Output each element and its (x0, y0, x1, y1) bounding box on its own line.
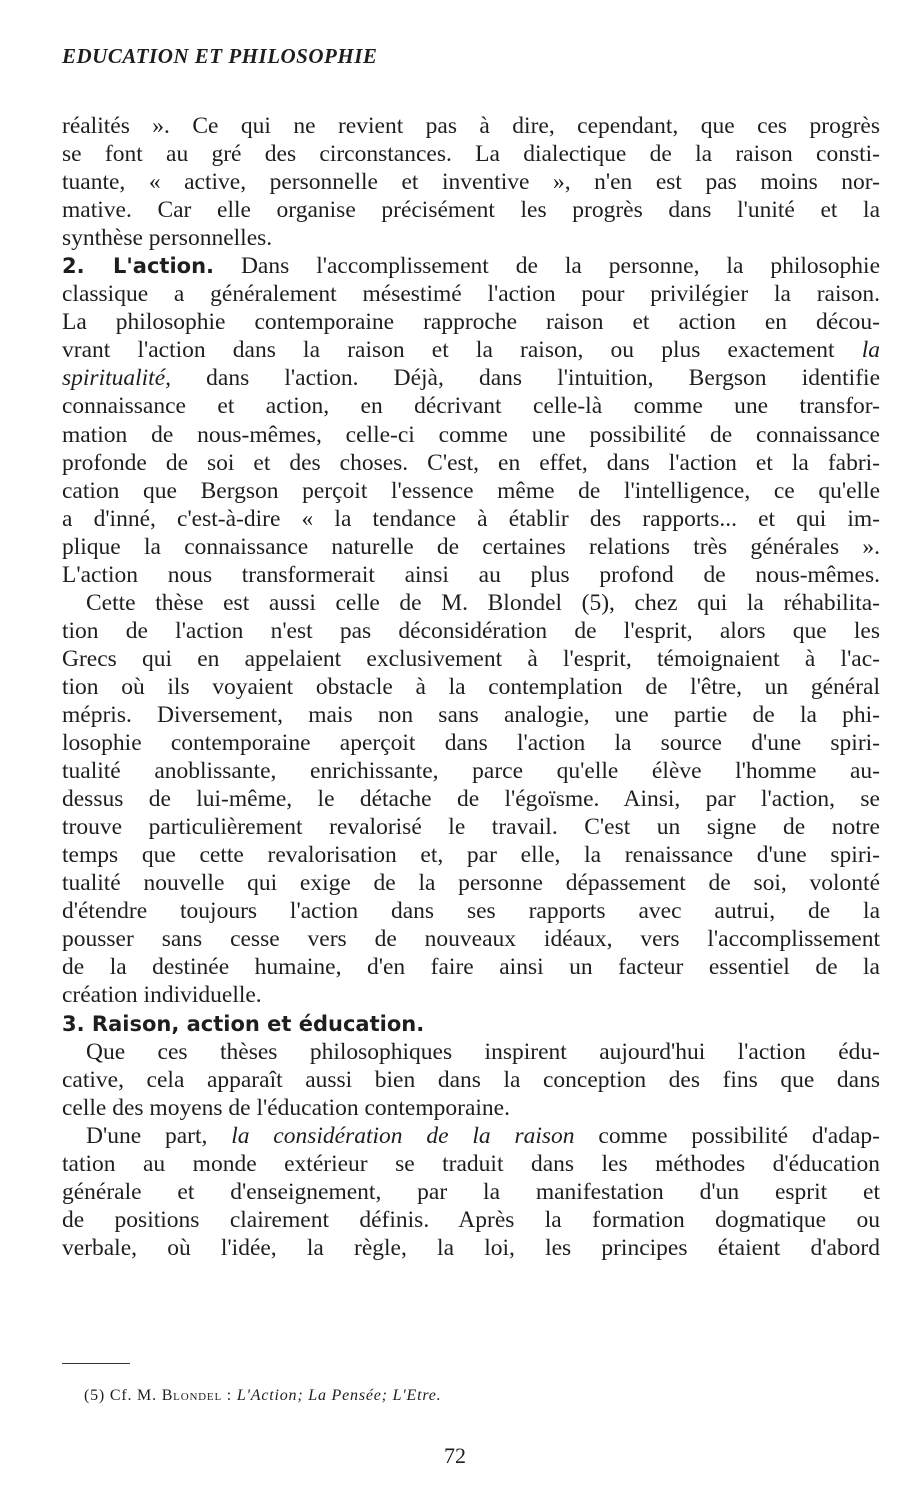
text-segment: classique a généralement mésestimé l'action pour privilégier la raison. (62, 281, 880, 308)
text-line (62, 336, 880, 364)
text-line (62, 1150, 880, 1178)
text-segment: temps que cette revalorisation et, par elle, la renaissance d'une spiri- (62, 842, 880, 869)
text-segment: tion de l'action n'est pas déconsidération de l'esprit, alors que les (62, 617, 880, 644)
text-line (62, 168, 880, 196)
text-line (62, 392, 880, 420)
text-line (62, 1038, 880, 1066)
text-segment: cative, cela apparaît aussi bien dans la conception des fins que dans (62, 1066, 880, 1093)
text-line (62, 112, 880, 140)
text-segment: réalités ». Ce qui ne revient pas à dire, cependant, que ces progrès (62, 113, 880, 139)
text-segment: Grecs qui en appelaient exclusivement à l'esprit, témoignaient à l'ac- (62, 645, 880, 672)
footnote-works: L'Action; La Pensée; L'Etre. (236, 1387, 442, 1404)
text-segment: connaissance et action, en décrivant celle-là comme une transfor- (62, 393, 880, 420)
text-line (62, 1094, 880, 1122)
text-line (62, 589, 880, 617)
text-segment: plique la connaissance naturelle de certaines relations très générales ». (62, 533, 880, 560)
text-line (62, 1234, 880, 1262)
running-header: EDUCATION ET PHILOSOPHIE (62, 44, 378, 68)
text-line (62, 813, 880, 841)
text-segment: de positions clairement définis. Après la formation dogmatique ou (62, 1206, 880, 1233)
text-line (62, 785, 880, 813)
text-segment: d'étendre toujours l'action dans ses rapports avec autrui, de la (62, 898, 880, 925)
text-segment: pousser sans cesse vers de nouveaux idéaux, vers l'accomplissement (62, 926, 880, 953)
text-segment: D'une part, (86, 1122, 232, 1149)
text-line (62, 140, 880, 168)
text-line (62, 617, 880, 645)
text-segment: vrant l'action dans la raison et la raison, ou plus exactement (62, 337, 862, 364)
section-heading: 3. Raison, action et éducation. (62, 1011, 425, 1036)
text-segment: trouve particulièrement revalorisé le travail. C'est un signe de notre (62, 814, 880, 841)
text-segment: tualité nouvelle qui exige de la personne dépassement de soi, volonté (62, 870, 880, 897)
text-line (62, 224, 880, 252)
text-line (62, 729, 880, 757)
text-line (62, 953, 880, 981)
text-line (62, 421, 880, 449)
text-segment: L'action nous transformerait ainsi au plus profond de nous-mêmes. (62, 561, 880, 588)
text-segment: tuante, « active, personnelle et inventive », n'en est pas moins nor- (62, 169, 880, 196)
text-segment: celle des moyens de l'éducation contemporaine. (62, 1094, 510, 1121)
text-segment: profonde de soi et des choses. C'est, en effet, dans l'action et la fabri- (62, 449, 880, 476)
text-line (62, 981, 880, 1009)
text-segment: mépris. Diversement, mais non sans analogie, une partie de la phi- (62, 701, 880, 728)
text-line (62, 673, 880, 701)
text-segment: Que ces thèses philosophiques inspirent aujourd'hui l'action édu- (86, 1038, 880, 1065)
text-segment: verbale, où l'idée, la règle, la loi, les principes étaient d'abord (62, 1234, 880, 1261)
text-line (62, 645, 880, 673)
text-line (62, 449, 880, 477)
page-number: 72 (444, 1443, 466, 1468)
text-segment: dans l'action. Déjà, dans l'intuition, Bergson identifie (171, 365, 880, 392)
italic-text: spiritualité, (62, 365, 172, 392)
text-segment: a d'inné, c'est-à-dire « la tendance à établir des rapports... et qui im- (62, 505, 880, 532)
body-text (62, 112, 880, 1262)
text-segment: tion où ils voyaient obstacle à la contemplation de l'être, un général (62, 673, 880, 700)
text-line (62, 1066, 880, 1094)
footnote-ref: (5) Cf. M. (84, 1387, 157, 1404)
italic-text: la (861, 337, 880, 364)
text-line (62, 280, 880, 308)
text-segment: La philosophie contemporaine rapproche raison et action en décou- (62, 309, 880, 336)
text-line (62, 252, 880, 280)
text-line (62, 533, 880, 561)
footnote (84, 1387, 441, 1405)
footnote-sep: : (226, 1387, 233, 1404)
text-segment: dessus de lui-même, le détache de l'égoïsme. Ainsi, par l'action, se (62, 786, 880, 813)
text-segment: Cette thèse est aussi celle de M. Blondel (5), chez qui la réhabilita- (86, 589, 880, 616)
section-heading: 2. L'action. (62, 254, 214, 279)
text-line (62, 1206, 880, 1234)
text-segment: mative. Car elle organise précisément les progrès dans l'unité et la (62, 197, 880, 224)
text-line (62, 869, 880, 897)
text-line (62, 925, 880, 953)
text-segment: losophie contemporaine aperçoit dans l'action la source d'une spiri- (62, 730, 880, 757)
footnote-author: Blondel (161, 1387, 222, 1404)
text-line (62, 1010, 880, 1038)
text-segment: mation de nous-mêmes, celle-ci comme une possibilité de connaissance (62, 421, 880, 448)
text-line (62, 897, 880, 925)
text-segment: Dans l'accomplissement de la personne, la philosophie (214, 253, 880, 280)
italic-text: la considération de la raison (231, 1122, 575, 1149)
text-segment: générale et d'enseignement, par la manifestation d'un esprit et (62, 1178, 880, 1205)
text-line (62, 364, 880, 392)
text-line (62, 1122, 880, 1150)
text-line (62, 505, 880, 533)
text-line (62, 308, 880, 336)
text-line (62, 841, 880, 869)
text-segment: se font au gré des circonstances. La dialectique de la raison consti- (62, 141, 880, 168)
text-segment: comme possibilité d'adap- (574, 1122, 880, 1149)
text-segment: synthèse personnelles. (62, 225, 273, 252)
footnote-rule (62, 1363, 130, 1364)
text-line (62, 477, 880, 505)
text-segment: de la destinée humaine, d'en faire ainsi un facteur essentiel de la (62, 954, 880, 981)
text-line (62, 1178, 880, 1206)
text-segment: création individuelle. (62, 982, 262, 1009)
text-segment: tation au monde extérieur se traduit dans les méthodes d'éducation (62, 1150, 880, 1177)
text-line (62, 561, 880, 589)
text-segment: tualité anoblissante, enrichissante, parce qu'elle élève l'homme au- (62, 758, 880, 785)
text-line (62, 701, 880, 729)
text-line (62, 196, 880, 224)
text-segment: cation que Bergson perçoit l'essence même de l'intelligence, ce qu'elle (62, 477, 880, 504)
text-line (62, 757, 880, 785)
